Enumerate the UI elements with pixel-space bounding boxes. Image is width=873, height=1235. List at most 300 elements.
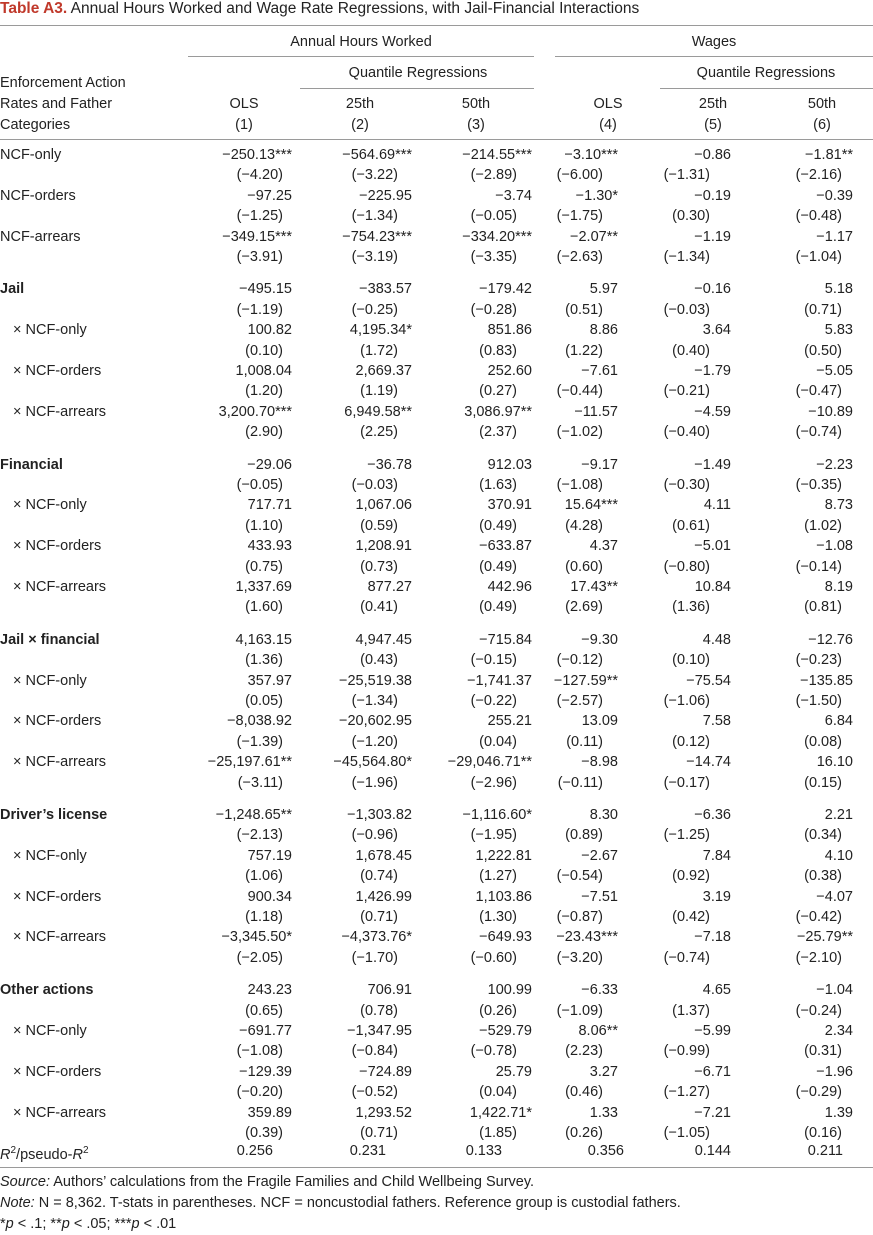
t-stat-cell: (2.90) xyxy=(245,424,283,441)
sig-mark-1: * xyxy=(0,1216,6,1232)
stub-header-1: Enforcement Action xyxy=(0,75,126,91)
t-stat-cell: (−1.04) xyxy=(795,249,842,265)
column-header-5: 25th xyxy=(698,96,728,112)
coefficient-cell: −0.16 xyxy=(694,281,731,298)
row-label: × NCF-only xyxy=(13,322,87,339)
t-stat-cell: (2.37) xyxy=(479,424,517,441)
coefficient-cell: 5.18 xyxy=(824,281,853,298)
t-stat-cell: (0.30) xyxy=(672,208,710,225)
coefficient-cell: −11.57 xyxy=(574,403,618,420)
rule-table-bottom xyxy=(0,1167,873,1168)
column-header-3: 50th xyxy=(461,96,491,112)
coefficient-cell: −715.84 xyxy=(479,631,532,648)
table-title xyxy=(0,0,639,18)
coefficient-cell: −5.05 xyxy=(816,363,853,379)
coefficient-cell: −5.99 xyxy=(694,1023,731,1039)
t-stat-cell: (−0.35) xyxy=(795,477,842,493)
sig-p-1: p xyxy=(5,1216,14,1232)
t-stat-cell: (−0.25) xyxy=(351,301,398,318)
t-stat-cell: (−0.44) xyxy=(556,383,603,400)
coefficient-cell: 2.34 xyxy=(824,1023,853,1039)
t-stat-cell: (−0.21) xyxy=(663,383,710,400)
coefficient-cell: −2.07** xyxy=(570,228,618,245)
t-stat-cell: (0.51) xyxy=(565,301,603,318)
coefficient-cell: −1,741.37 xyxy=(467,672,532,689)
coefficient-cell: 8.73 xyxy=(824,497,853,514)
coefficient-cell: 357.97 xyxy=(247,672,292,689)
t-stat-cell: (−0.28) xyxy=(470,301,517,318)
t-stat-cell: (1.18) xyxy=(245,909,283,925)
column-header-4: OLS xyxy=(593,96,623,112)
t-stat-cell: (−1.08) xyxy=(556,477,603,493)
t-stat-cell: (0.50) xyxy=(804,342,842,359)
rule-group1 xyxy=(188,56,534,57)
coefficient-cell: 15.64*** xyxy=(564,497,618,514)
coefficient-cell: 1,678.45 xyxy=(355,847,412,864)
t-stat-cell: (−0.84) xyxy=(351,1043,398,1060)
t-stat-cell: (−1.25) xyxy=(236,208,283,225)
coefficient-cell: −7.21 xyxy=(694,1104,731,1121)
coefficient-cell: 6,949.58** xyxy=(344,403,412,420)
column-header-1: OLS xyxy=(229,96,259,112)
t-stat-cell: (0.71) xyxy=(360,909,398,925)
t-stat-cell: (−2.05) xyxy=(236,949,283,966)
coefficient-cell: −179.42 xyxy=(479,281,532,298)
t-stat-cell: (−1.27) xyxy=(663,1084,710,1101)
t-stat-cell: (1.30) xyxy=(479,909,517,925)
header-quantile-2: Quantile Regressions xyxy=(696,65,836,81)
coefficient-cell: −225.95 xyxy=(359,187,412,204)
coefficient-cell: −0.39 xyxy=(816,187,853,204)
row-label: NCF-orders xyxy=(0,187,76,204)
t-stat-cell: (−0.78) xyxy=(470,1043,517,1060)
coefficient-cell: 100.99 xyxy=(487,982,532,999)
coefficient-cell: 757.19 xyxy=(247,847,292,864)
coefficient-cell: −724.89 xyxy=(359,1063,412,1080)
t-stat-cell: (1.36) xyxy=(245,652,283,669)
t-stat-cell: (0.15) xyxy=(804,774,842,791)
coefficient-cell: 3.19 xyxy=(702,888,731,905)
t-stat-cell: (0.40) xyxy=(672,342,710,359)
r-exp-2: 2 xyxy=(82,1145,89,1156)
coefficient-cell: −1.08 xyxy=(816,538,853,555)
coefficient-cell: 1,222.81 xyxy=(475,847,532,864)
t-stat-cell: (0.59) xyxy=(360,517,398,534)
coefficient-cell: 4,195.34* xyxy=(349,322,412,339)
t-stat-cell: (1.20) xyxy=(245,383,283,400)
r-squared-value: 0.356 xyxy=(587,1143,624,1159)
r-squared-value: 0.256 xyxy=(236,1143,273,1159)
coefficient-cell: 25.79 xyxy=(495,1063,532,1080)
coefficient-cell: 4,163.15 xyxy=(235,631,292,648)
coefficient-cell: 16.10 xyxy=(816,754,853,771)
coefficient-cell: 1,422.71* xyxy=(469,1104,532,1121)
t-stat-cell: (−3.11) xyxy=(237,774,283,791)
column-number-1: (1) xyxy=(235,117,253,133)
coefficient-cell: 851.86 xyxy=(487,322,532,339)
t-stat-cell: (0.73) xyxy=(360,558,398,575)
t-stat-cell: (0.60) xyxy=(565,558,603,575)
coefficient-cell: 10.84 xyxy=(694,579,731,595)
t-stat-cell: (−0.17) xyxy=(663,774,710,791)
t-stat-cell: (−3.22) xyxy=(351,167,398,184)
coefficient-cell: 1,008.04 xyxy=(235,363,292,379)
coefficient-cell: 3.64 xyxy=(702,322,731,339)
row-label: × NCF-arrears xyxy=(13,929,107,946)
coefficient-cell: −25.79** xyxy=(796,929,853,946)
coefficient-cell: −25,197.61** xyxy=(207,754,292,771)
coefficient-cell: −349.15*** xyxy=(222,228,292,245)
column-header-2: 25th xyxy=(345,96,375,112)
t-stat-cell: (−1.50) xyxy=(795,693,842,709)
t-stat-cell: (−1.70) xyxy=(351,949,398,966)
row-label: × NCF-orders xyxy=(13,1063,102,1080)
coefficient-cell: −97.25 xyxy=(247,187,292,204)
table-caption: Annual Hours Worked and Wage Rate Regressions, with Jail-Financial Interactions xyxy=(70,0,640,17)
t-stat-cell: (0.11) xyxy=(566,733,603,750)
coefficient-cell: 3.27 xyxy=(589,1063,618,1080)
source-label: Source: xyxy=(0,1174,50,1190)
coefficient-cell: −1.81** xyxy=(805,147,853,163)
t-stat-cell: (1.36) xyxy=(672,599,710,616)
t-stat-cell: (2.69) xyxy=(565,599,603,616)
coefficient-cell: 912.03 xyxy=(487,456,532,473)
coefficient-cell: 4.48 xyxy=(702,631,731,648)
t-stat-cell: (1.63) xyxy=(479,477,517,493)
t-stat-cell: (−0.23) xyxy=(795,652,842,669)
coefficient-cell: 2.21 xyxy=(824,807,853,823)
coefficient-cell: −7.61 xyxy=(581,363,618,379)
t-stat-cell: (0.12) xyxy=(672,733,710,750)
coefficient-cell: 717.71 xyxy=(247,497,292,514)
t-stat-cell: (−3.35) xyxy=(470,249,517,265)
sig-rest-1: < .1; xyxy=(13,1216,51,1232)
coefficient-cell: −4,373.76* xyxy=(341,929,412,946)
t-stat-cell: (−0.47) xyxy=(795,383,842,400)
stub-header-2: Rates and Father xyxy=(0,96,113,112)
row-label: Driver’s license xyxy=(0,807,108,823)
coefficient-cell: 433.93 xyxy=(247,538,292,555)
coefficient-cell: 243.23 xyxy=(247,982,292,999)
coefficient-cell: 1,426.99 xyxy=(355,888,412,905)
t-stat-cell: (−0.14) xyxy=(795,558,842,575)
coefficient-cell: −14.74 xyxy=(686,754,731,771)
coefficient-cell: 13.09 xyxy=(581,713,618,730)
coefficient-cell: −5.01 xyxy=(694,538,731,555)
coefficient-cell: −20,602.95 xyxy=(339,713,412,730)
t-stat-cell: (0.89) xyxy=(565,827,603,844)
coefficient-cell: 1,293.52 xyxy=(355,1104,412,1121)
row-label: NCF-arrears xyxy=(0,228,81,245)
coefficient-cell: −9.30 xyxy=(581,631,618,648)
t-stat-cell: (−1.09) xyxy=(556,1002,603,1019)
coefficient-cell: −1,116.60* xyxy=(462,807,532,823)
coefficient-cell: −1.30* xyxy=(575,187,618,204)
coefficient-cell: −0.19 xyxy=(694,187,731,204)
t-stat-cell: (1.85) xyxy=(479,1125,517,1141)
row-label: × NCF-only xyxy=(13,497,87,514)
column-header-6: 50th xyxy=(807,96,837,112)
t-stat-cell: (0.38) xyxy=(804,868,842,885)
coefficient-cell: 370.91 xyxy=(487,497,532,514)
column-number-3: (3) xyxy=(467,117,485,133)
t-stat-cell: (−0.05) xyxy=(236,477,283,493)
coefficient-cell: 4,947.45 xyxy=(355,631,412,648)
sig-p-3: p xyxy=(131,1216,140,1232)
t-stat-cell: (−1.05) xyxy=(663,1125,710,1141)
t-stat-cell: (1.72) xyxy=(360,342,398,359)
column-number-2: (2) xyxy=(351,117,369,133)
t-stat-cell: (1.22) xyxy=(565,342,603,359)
sig-mark-2: ** xyxy=(50,1216,62,1232)
r-mid: /pseudo- xyxy=(16,1146,73,1163)
r-squared-value: 0.133 xyxy=(465,1143,502,1159)
t-stat-cell: (−0.74) xyxy=(663,949,710,966)
rule-header-bottom xyxy=(0,139,873,140)
coefficient-cell: −36.78 xyxy=(367,456,412,473)
coefficient-cell: 5.83 xyxy=(824,322,853,339)
t-stat-cell: (0.26) xyxy=(479,1002,517,1019)
coefficient-cell: 4.11 xyxy=(703,497,731,514)
t-stat-cell: (−0.87) xyxy=(556,909,603,925)
coefficient-cell: −29.06 xyxy=(247,456,292,473)
t-stat-cell: (−2.16) xyxy=(795,167,842,184)
coefficient-cell: 1.33 xyxy=(589,1104,618,1121)
t-stat-cell: (0.75) xyxy=(245,558,283,575)
t-stat-cell: (−0.11) xyxy=(557,774,603,791)
coefficient-cell: −8,038.92 xyxy=(227,713,292,730)
t-stat-cell: (0.10) xyxy=(245,342,283,359)
t-stat-cell: (0.49) xyxy=(479,558,517,575)
coefficient-cell: −334.20*** xyxy=(462,228,532,245)
t-stat-cell: (2.23) xyxy=(565,1043,603,1060)
coefficient-cell: 4.10 xyxy=(824,847,853,864)
t-stat-cell: (0.34) xyxy=(804,827,842,844)
stub-header-3: Categories xyxy=(0,117,71,133)
table-number: Table A3. xyxy=(0,0,68,17)
coefficient-cell: 255.21 xyxy=(487,713,532,730)
t-stat-cell: (−1.02) xyxy=(556,424,603,441)
coefficient-cell: −1.17 xyxy=(816,228,853,245)
row-label: × NCF-arrears xyxy=(13,403,107,420)
coefficient-cell: −8.98 xyxy=(581,754,618,771)
t-stat-cell: (0.92) xyxy=(672,868,710,885)
coefficient-cell: −0.86 xyxy=(694,147,731,163)
t-stat-cell: (0.27) xyxy=(479,383,517,400)
sig-p-2: p xyxy=(61,1216,70,1232)
t-stat-cell: (−2.57) xyxy=(556,693,603,709)
coefficient-cell: 359.89 xyxy=(247,1104,292,1121)
rule-sub2 xyxy=(660,88,873,89)
coefficient-cell: −2.23 xyxy=(816,456,853,473)
coefficient-cell: −23.43*** xyxy=(556,929,618,946)
t-stat-cell: (−0.24) xyxy=(795,1002,842,1019)
t-stat-cell: (1.37) xyxy=(672,1002,710,1019)
coefficient-cell: −214.55*** xyxy=(462,147,532,163)
t-stat-cell: (−3.19) xyxy=(351,249,398,265)
header-quantile-1: Quantile Regressions xyxy=(348,65,488,81)
t-stat-cell: (−0.30) xyxy=(663,477,710,493)
t-stat-cell: (0.83) xyxy=(479,342,517,359)
t-stat-cell: (1.60) xyxy=(245,599,283,616)
t-stat-cell: (−0.15) xyxy=(470,652,517,669)
coefficient-cell: −754.23*** xyxy=(342,228,412,245)
t-stat-cell: (0.31) xyxy=(804,1043,842,1060)
coefficient-cell: −9.17 xyxy=(581,456,618,473)
rule-top xyxy=(0,25,873,26)
r-squared-value: 0.144 xyxy=(694,1143,731,1159)
source-text: Authors’ calculations from the Fragile Families and Child Wellbeing Survey. xyxy=(49,1174,535,1190)
t-stat-cell: (−0.29) xyxy=(795,1084,842,1101)
t-stat-cell: (−1.08) xyxy=(236,1043,283,1060)
coefficient-cell: −495.15 xyxy=(239,281,292,298)
t-stat-cell: (−0.03) xyxy=(351,477,398,493)
coefficient-cell: −4.07 xyxy=(816,888,853,905)
t-stat-cell: (−1.96) xyxy=(351,774,398,791)
t-stat-cell: (−0.40) xyxy=(663,424,710,441)
coefficient-cell: −633.87 xyxy=(479,538,532,555)
t-stat-cell: (0.74) xyxy=(360,868,398,885)
coefficient-cell: −1,303.82 xyxy=(347,807,412,823)
note-label: Note: xyxy=(0,1195,35,1211)
r-squared-label xyxy=(0,1142,89,1164)
row-label: × NCF-only xyxy=(13,847,87,864)
significance-note xyxy=(0,1214,176,1234)
t-stat-cell: (−2.89) xyxy=(470,167,517,184)
t-stat-cell: (−1.95) xyxy=(470,827,517,844)
t-stat-cell: (−1.19) xyxy=(236,301,283,318)
t-stat-cell: (1.10) xyxy=(245,517,283,534)
t-stat-cell: (0.78) xyxy=(360,1002,398,1019)
coefficient-cell: 5.97 xyxy=(589,281,618,298)
coefficient-cell: −25,519.38 xyxy=(339,672,412,689)
t-stat-cell: (−0.96) xyxy=(351,827,398,844)
t-stat-cell: (−0.54) xyxy=(556,868,603,885)
t-stat-cell: (−0.48) xyxy=(795,208,842,225)
t-stat-cell: (−1.31) xyxy=(663,167,710,184)
coefficient-cell: 442.96 xyxy=(487,579,532,595)
coefficient-cell: 3,086.97** xyxy=(464,403,532,420)
sig-rest-2: < .05; xyxy=(69,1216,115,1232)
coefficient-cell: −250.13*** xyxy=(222,147,292,163)
row-label: × NCF-orders xyxy=(13,713,102,730)
t-stat-cell: (0.49) xyxy=(479,599,517,616)
row-label: × NCF-arrears xyxy=(13,754,107,771)
row-label: × NCF-orders xyxy=(13,363,102,379)
coefficient-cell: −649.93 xyxy=(479,929,532,946)
t-stat-cell: (−2.10) xyxy=(795,949,842,966)
coefficient-cell: 706.91 xyxy=(367,982,412,999)
coefficient-cell: −1,248.65** xyxy=(215,807,292,823)
coefficient-cell: 1,103.86 xyxy=(475,888,532,905)
t-stat-cell: (−1.75) xyxy=(556,208,603,225)
coefficient-cell: −1.04 xyxy=(816,982,853,999)
r-squared-value: 0.211 xyxy=(807,1143,843,1159)
coefficient-cell: −6.71 xyxy=(694,1063,731,1080)
column-number-4: (4) xyxy=(599,117,617,133)
t-stat-cell: (−1.06) xyxy=(663,693,710,709)
coefficient-cell: −127.59** xyxy=(553,672,618,689)
coefficient-cell: −529.79 xyxy=(479,1023,532,1039)
coefficient-cell: −6.36 xyxy=(694,807,731,823)
coefficient-cell: −1.19 xyxy=(694,228,731,245)
coefficient-cell: −45,564.80* xyxy=(333,754,412,771)
coefficient-cell: 1,067.06 xyxy=(355,497,412,514)
t-stat-cell: (0.42) xyxy=(672,909,710,925)
coefficient-cell: −6.33 xyxy=(581,982,618,999)
coefficient-cell: −1.79 xyxy=(694,363,731,379)
source-note xyxy=(0,1172,534,1192)
t-stat-cell: (−6.00) xyxy=(556,167,603,184)
t-stat-cell: (0.71) xyxy=(804,301,842,318)
general-note xyxy=(0,1193,681,1213)
coefficient-cell: 100.82 xyxy=(247,322,292,339)
t-stat-cell: (−2.13) xyxy=(236,827,283,844)
t-stat-cell: (−1.25) xyxy=(663,827,710,844)
t-stat-cell: (0.08) xyxy=(804,733,842,750)
r-exp: 2 xyxy=(10,1145,17,1156)
t-stat-cell: (0.10) xyxy=(672,652,710,669)
t-stat-cell: (−4.20) xyxy=(236,167,283,184)
t-stat-cell: (0.43) xyxy=(360,652,398,669)
row-label: Financial xyxy=(0,456,63,473)
r-squared-value: 0.231 xyxy=(349,1143,386,1159)
coefficient-cell: −12.76 xyxy=(808,631,853,648)
coefficient-cell: −564.69*** xyxy=(342,147,412,163)
coefficient-cell: −1,347.95 xyxy=(347,1023,412,1039)
coefficient-cell: −1.96 xyxy=(816,1063,853,1080)
coefficient-cell: −75.54 xyxy=(686,672,731,689)
t-stat-cell: (−0.42) xyxy=(795,909,842,925)
coefficient-cell: 8.06** xyxy=(578,1023,618,1039)
sig-rest-3: < .01 xyxy=(139,1216,177,1232)
coefficient-cell: 8.30 xyxy=(589,807,618,823)
row-label: Other actions xyxy=(0,982,94,999)
r-symbol: R xyxy=(0,1146,11,1163)
t-stat-cell: (0.46) xyxy=(565,1084,603,1101)
t-stat-cell: (1.27) xyxy=(479,868,517,885)
t-stat-cell: (0.41) xyxy=(360,599,398,616)
t-stat-cell: (1.06) xyxy=(245,868,283,885)
t-stat-cell: (−1.34) xyxy=(663,249,710,265)
t-stat-cell: (0.05) xyxy=(245,693,283,709)
coefficient-cell: 1,337.69 xyxy=(235,579,292,595)
t-stat-cell: (−1.39) xyxy=(236,733,283,750)
t-stat-cell: (0.49) xyxy=(479,517,517,534)
t-stat-cell: (−2.63) xyxy=(556,249,603,265)
column-number-5: (5) xyxy=(704,117,722,133)
t-stat-cell: (0.61) xyxy=(672,517,710,534)
t-stat-cell: (−0.60) xyxy=(470,949,517,966)
t-stat-cell: (−2.96) xyxy=(470,774,517,791)
coefficient-cell: 252.60 xyxy=(487,363,532,379)
header-hours: Annual Hours Worked xyxy=(290,34,432,50)
coefficient-cell: −1.49 xyxy=(694,456,731,473)
column-number-6: (6) xyxy=(813,117,831,133)
t-stat-cell: (0.04) xyxy=(479,1084,517,1101)
coefficient-cell: −29,046.71** xyxy=(447,754,532,771)
t-stat-cell: (−0.05) xyxy=(470,208,517,225)
row-label: NCF-only xyxy=(0,147,62,163)
t-stat-cell: (−0.99) xyxy=(663,1043,710,1060)
coefficient-cell: −3,345.50* xyxy=(221,929,292,946)
t-stat-cell: (−0.20) xyxy=(236,1084,283,1101)
t-stat-cell: (1.02) xyxy=(804,517,842,534)
coefficient-cell: 4.37 xyxy=(589,538,618,555)
coefficient-cell: 900.34 xyxy=(247,888,292,905)
t-stat-cell: (−3.91) xyxy=(236,249,283,265)
t-stat-cell: (−0.52) xyxy=(351,1084,398,1101)
